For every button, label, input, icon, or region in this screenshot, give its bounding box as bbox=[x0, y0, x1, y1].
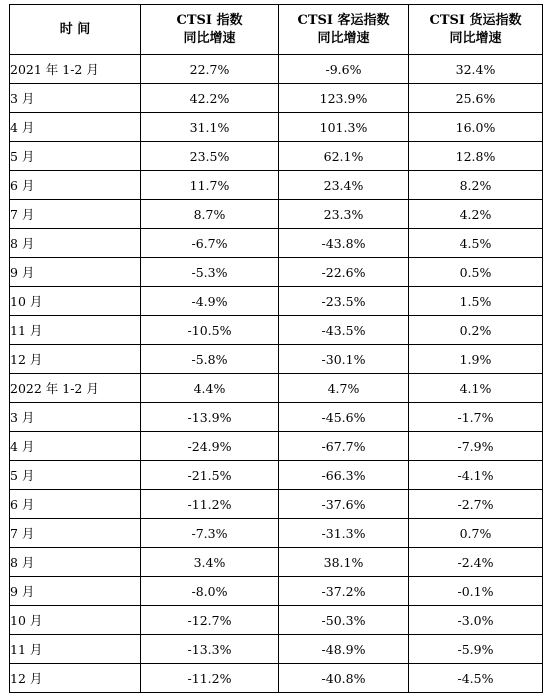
table-row bbox=[10, 519, 543, 548]
passenger-index-cell: 38.1% bbox=[279, 548, 409, 577]
ctsi-index-cell: -24.9% bbox=[141, 432, 279, 461]
freight-index-cell: 25.6% bbox=[409, 84, 543, 113]
period-cell: 4 月 bbox=[10, 432, 141, 461]
passenger-index-cell: -45.6% bbox=[279, 403, 409, 432]
ctsi-index-cell: 8.7% bbox=[141, 200, 279, 229]
passenger-index-cell: 62.1% bbox=[279, 142, 409, 171]
period-cell: 2021 年 1-2 月 bbox=[10, 55, 141, 84]
ctsi-index-cell: -21.5% bbox=[141, 461, 279, 490]
period-cell: 6 月 bbox=[10, 490, 141, 519]
passenger-index-cell: -66.3% bbox=[279, 461, 409, 490]
table-row bbox=[10, 432, 543, 461]
table-row bbox=[10, 258, 543, 287]
ctsi-index-cell: -4.9% bbox=[141, 287, 279, 316]
table-row bbox=[10, 490, 543, 519]
period-cell: 5 月 bbox=[10, 142, 141, 171]
table-row bbox=[10, 200, 543, 229]
ctsi-index-cell: -7.3% bbox=[141, 519, 279, 548]
freight-index-cell: 4.1% bbox=[409, 374, 543, 403]
passenger-index-cell: -37.2% bbox=[279, 577, 409, 606]
freight-index-cell: -3.0% bbox=[409, 606, 543, 635]
table-row bbox=[10, 316, 543, 345]
table-row bbox=[10, 664, 543, 693]
table-row bbox=[10, 171, 543, 200]
period-cell: 11 月 bbox=[10, 316, 141, 345]
table-row bbox=[10, 287, 543, 316]
table-row bbox=[10, 374, 543, 403]
ctsi-index-cell: -12.7% bbox=[141, 606, 279, 635]
period-cell: 12 月 bbox=[10, 664, 141, 693]
ctsi-index-cell: -5.3% bbox=[141, 258, 279, 287]
period-cell: 10 月 bbox=[10, 287, 141, 316]
ctsi-index-cell: 11.7% bbox=[141, 171, 279, 200]
period-cell: 11 月 bbox=[10, 635, 141, 664]
table-body bbox=[10, 55, 543, 693]
passenger-index-cell: 101.3% bbox=[279, 113, 409, 142]
passenger-index-cell: 23.3% bbox=[279, 200, 409, 229]
table-row bbox=[10, 635, 543, 664]
table-header bbox=[10, 5, 543, 55]
freight-index-cell: 0.5% bbox=[409, 258, 543, 287]
freight-index-cell: -0.1% bbox=[409, 577, 543, 606]
table-row bbox=[10, 142, 543, 171]
table-row bbox=[10, 461, 543, 490]
ctsi-index-cell: -13.9% bbox=[141, 403, 279, 432]
freight-index-cell: 16.0% bbox=[409, 113, 543, 142]
passenger-index-cell: -30.1% bbox=[279, 345, 409, 374]
period-cell: 7 月 bbox=[10, 200, 141, 229]
passenger-index-cell: 23.4% bbox=[279, 171, 409, 200]
passenger-index-cell: -50.3% bbox=[279, 606, 409, 635]
freight-index-cell: 1.9% bbox=[409, 345, 543, 374]
period-cell: 4 月 bbox=[10, 113, 141, 142]
passenger-index-cell: -67.7% bbox=[279, 432, 409, 461]
header-ctsi-index bbox=[141, 5, 279, 55]
ctsi-index-cell: 31.1% bbox=[141, 113, 279, 142]
freight-index-cell: 0.7% bbox=[409, 519, 543, 548]
ctsi-index-cell: -8.0% bbox=[141, 577, 279, 606]
table-row bbox=[10, 577, 543, 606]
freight-index-cell: 0.2% bbox=[409, 316, 543, 345]
freight-index-cell: -4.5% bbox=[409, 664, 543, 693]
header-ctsi-freight-line2: 同比增速 bbox=[449, 30, 502, 46]
passenger-index-cell: -43.8% bbox=[279, 229, 409, 258]
period-cell: 12 月 bbox=[10, 345, 141, 374]
period-cell: 2022 年 1-2 月 bbox=[10, 374, 141, 403]
header-ctsi-passenger-index bbox=[279, 5, 409, 55]
table-row bbox=[10, 84, 543, 113]
table-row bbox=[10, 345, 543, 374]
table-row bbox=[10, 55, 543, 84]
passenger-index-cell: -31.3% bbox=[279, 519, 409, 548]
passenger-index-cell: -43.5% bbox=[279, 316, 409, 345]
freight-index-cell: -1.7% bbox=[409, 403, 543, 432]
ctsi-index-cell: 4.4% bbox=[141, 374, 279, 403]
header-ctsi-passenger-line2: 同比增速 bbox=[317, 30, 370, 46]
table-row bbox=[10, 229, 543, 258]
period-cell: 8 月 bbox=[10, 548, 141, 577]
freight-index-cell: -2.7% bbox=[409, 490, 543, 519]
freight-index-cell: 32.4% bbox=[409, 55, 543, 84]
passenger-index-cell: -48.9% bbox=[279, 635, 409, 664]
passenger-index-cell: 123.9% bbox=[279, 84, 409, 113]
period-cell: 9 月 bbox=[10, 577, 141, 606]
passenger-index-cell: -22.6% bbox=[279, 258, 409, 287]
header-ctsi-freight-index bbox=[409, 5, 543, 55]
period-cell: 9 月 bbox=[10, 258, 141, 287]
freight-index-cell: -5.9% bbox=[409, 635, 543, 664]
header-period-label: 时 间 bbox=[59, 21, 91, 37]
header-ctsi-index-line1: CTSI 指数 bbox=[176, 12, 243, 28]
header-row bbox=[10, 5, 543, 55]
ctsi-growth-table bbox=[9, 4, 543, 693]
freight-index-cell: 4.2% bbox=[409, 200, 543, 229]
freight-index-cell: 8.2% bbox=[409, 171, 543, 200]
freight-index-cell: 1.5% bbox=[409, 287, 543, 316]
ctsi-index-cell: 3.4% bbox=[141, 548, 279, 577]
passenger-index-cell: -9.6% bbox=[279, 55, 409, 84]
ctsi-index-cell: -5.8% bbox=[141, 345, 279, 374]
period-cell: 8 月 bbox=[10, 229, 141, 258]
freight-index-cell: -7.9% bbox=[409, 432, 543, 461]
freight-index-cell: -4.1% bbox=[409, 461, 543, 490]
freight-index-cell: 12.8% bbox=[409, 142, 543, 171]
passenger-index-cell: 4.7% bbox=[279, 374, 409, 403]
ctsi-index-cell: -6.7% bbox=[141, 229, 279, 258]
header-ctsi-passenger-line1: CTSI 客运指数 bbox=[297, 12, 390, 28]
ctsi-index-cell: -10.5% bbox=[141, 316, 279, 345]
passenger-index-cell: -40.8% bbox=[279, 664, 409, 693]
period-cell: 5 月 bbox=[10, 461, 141, 490]
ctsi-index-cell: 22.7% bbox=[141, 55, 279, 84]
freight-index-cell: 4.5% bbox=[409, 229, 543, 258]
header-ctsi-index-line2: 同比增速 bbox=[183, 30, 236, 46]
table-row bbox=[10, 606, 543, 635]
ctsi-index-cell: -13.3% bbox=[141, 635, 279, 664]
table-row bbox=[10, 403, 543, 432]
ctsi-index-cell: 42.2% bbox=[141, 84, 279, 113]
period-cell: 10 月 bbox=[10, 606, 141, 635]
table-row bbox=[10, 548, 543, 577]
freight-index-cell: -2.4% bbox=[409, 548, 543, 577]
period-cell: 3 月 bbox=[10, 403, 141, 432]
period-cell: 6 月 bbox=[10, 171, 141, 200]
ctsi-index-cell: -11.2% bbox=[141, 664, 279, 693]
passenger-index-cell: -23.5% bbox=[279, 287, 409, 316]
period-cell: 3 月 bbox=[10, 84, 141, 113]
table-row bbox=[10, 113, 543, 142]
header-ctsi-freight-line1: CTSI 货运指数 bbox=[429, 12, 522, 28]
passenger-index-cell: -37.6% bbox=[279, 490, 409, 519]
ctsi-index-cell: -11.2% bbox=[141, 490, 279, 519]
header-period bbox=[10, 5, 141, 55]
period-cell: 7 月 bbox=[10, 519, 141, 548]
ctsi-index-cell: 23.5% bbox=[141, 142, 279, 171]
